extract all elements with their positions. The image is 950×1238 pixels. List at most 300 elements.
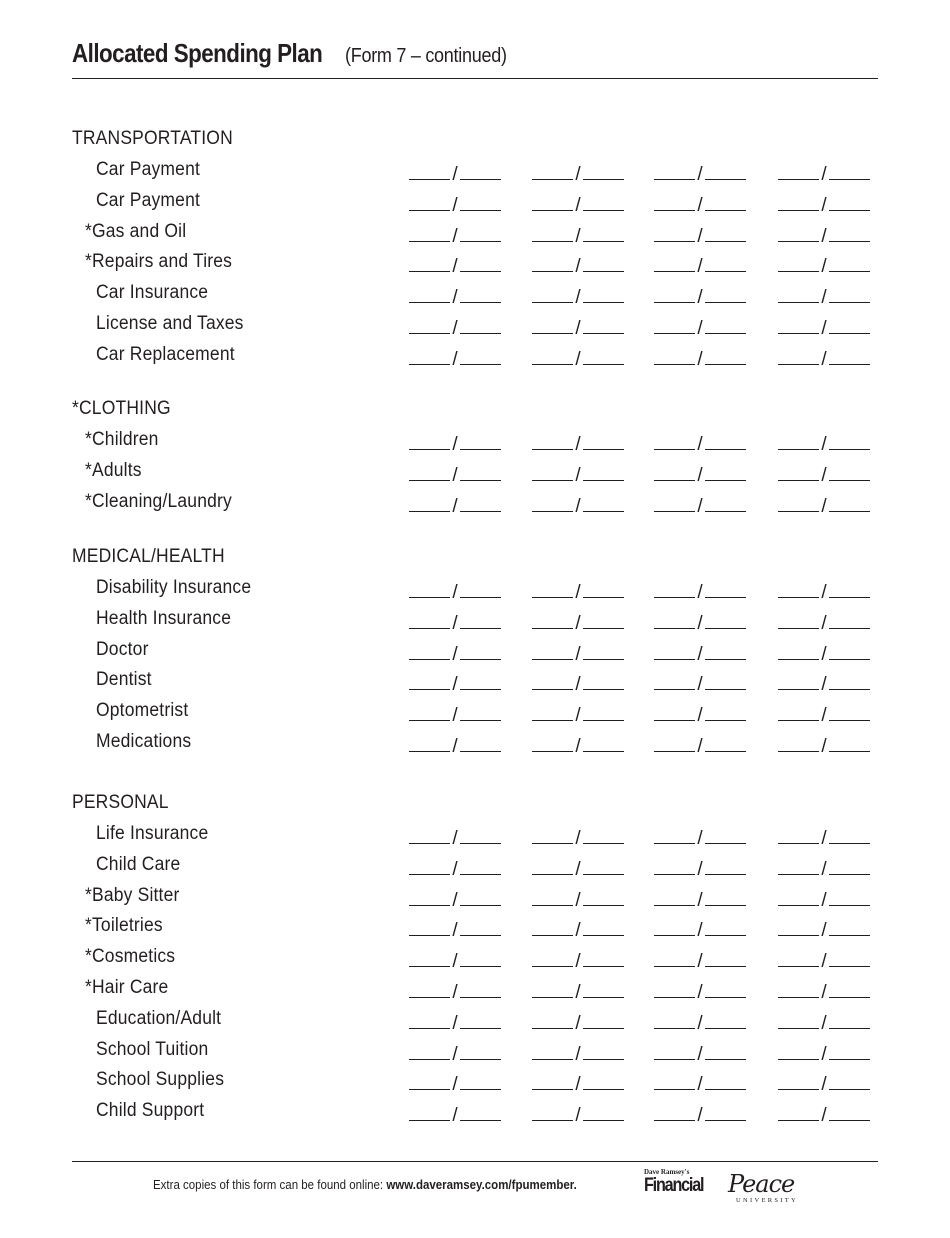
amount-line[interactable] [778, 702, 819, 721]
amount-line[interactable] [705, 223, 746, 242]
amount-line[interactable] [778, 253, 819, 272]
amount-line[interactable] [705, 1010, 746, 1029]
amount-blank-col-2[interactable] [532, 462, 624, 487]
amount-blank-col-2[interactable] [532, 1010, 624, 1035]
amount-blank-col-4[interactable] [778, 223, 870, 248]
amount-blank-col-1[interactable] [409, 579, 501, 604]
amount-blank-col-2[interactable] [532, 493, 624, 518]
amount-line[interactable] [778, 346, 819, 365]
footer-url-link[interactable]: www.daveramsey.com/fpumember. [386, 1178, 577, 1192]
amount-blank-col-2[interactable] [532, 1041, 624, 1066]
amount-line[interactable] [778, 825, 819, 844]
amount-line[interactable] [460, 733, 501, 752]
amount-line[interactable] [583, 610, 624, 629]
amount-blank-col-4[interactable] [778, 917, 870, 942]
amount-blank-col-2[interactable] [532, 253, 624, 278]
amount-line[interactable] [778, 1102, 819, 1121]
amount-blank-col-4[interactable] [778, 192, 870, 217]
amount-line[interactable] [409, 462, 450, 481]
amount-line[interactable] [705, 192, 746, 211]
amount-line[interactable] [460, 825, 501, 844]
amount-line[interactable] [654, 315, 695, 334]
amount-line[interactable] [829, 671, 870, 690]
amount-line[interactable] [654, 1071, 695, 1090]
amount-line[interactable] [778, 610, 819, 629]
amount-blank-col-4[interactable] [778, 284, 870, 309]
amount-blank-col-3[interactable] [654, 161, 746, 186]
amount-line[interactable] [583, 979, 624, 998]
amount-line[interactable] [829, 223, 870, 242]
amount-line[interactable] [583, 917, 624, 936]
amount-line[interactable] [654, 493, 695, 512]
amount-line[interactable] [409, 825, 450, 844]
amount-line[interactable] [829, 1071, 870, 1090]
amount-blank-col-4[interactable] [778, 948, 870, 973]
amount-line[interactable] [829, 825, 870, 844]
amount-line[interactable] [654, 917, 695, 936]
amount-line[interactable] [460, 579, 501, 598]
amount-line[interactable] [409, 702, 450, 721]
amount-blank-col-3[interactable] [654, 1010, 746, 1035]
amount-blank-col-2[interactable] [532, 579, 624, 604]
amount-line[interactable] [654, 253, 695, 272]
amount-line[interactable] [778, 579, 819, 598]
amount-blank-col-1[interactable] [409, 1102, 501, 1127]
amount-line[interactable] [532, 431, 573, 450]
amount-blank-col-3[interactable] [654, 462, 746, 487]
amount-line[interactable] [583, 856, 624, 875]
amount-line[interactable] [583, 346, 624, 365]
amount-line[interactable] [460, 161, 501, 180]
amount-blank-col-1[interactable] [409, 671, 501, 696]
amount-blank-col-1[interactable] [409, 192, 501, 217]
amount-blank-col-4[interactable] [778, 1102, 870, 1127]
amount-line[interactable] [654, 856, 695, 875]
amount-line[interactable] [654, 579, 695, 598]
amount-line[interactable] [654, 431, 695, 450]
amount-line[interactable] [532, 315, 573, 334]
amount-line[interactable] [829, 702, 870, 721]
amount-line[interactable] [460, 702, 501, 721]
amount-line[interactable] [409, 223, 450, 242]
amount-line[interactable] [583, 733, 624, 752]
amount-line[interactable] [583, 1041, 624, 1060]
amount-blank-col-2[interactable] [532, 223, 624, 248]
amount-blank-col-3[interactable] [654, 856, 746, 881]
amount-blank-col-4[interactable] [778, 462, 870, 487]
amount-line[interactable] [829, 641, 870, 660]
amount-line[interactable] [583, 284, 624, 303]
amount-line[interactable] [583, 253, 624, 272]
amount-line[interactable] [409, 493, 450, 512]
amount-blank-col-3[interactable] [654, 825, 746, 850]
amount-line[interactable] [532, 856, 573, 875]
amount-line[interactable] [460, 1071, 501, 1090]
amount-line[interactable] [829, 887, 870, 906]
amount-line[interactable] [778, 671, 819, 690]
amount-blank-col-1[interactable] [409, 315, 501, 340]
amount-line[interactable] [409, 161, 450, 180]
amount-line[interactable] [460, 462, 501, 481]
amount-line[interactable] [705, 887, 746, 906]
amount-line[interactable] [778, 917, 819, 936]
amount-line[interactable] [409, 284, 450, 303]
amount-line[interactable] [654, 887, 695, 906]
amount-blank-col-2[interactable] [532, 315, 624, 340]
amount-blank-col-1[interactable] [409, 856, 501, 881]
amount-blank-col-3[interactable] [654, 610, 746, 635]
amount-line[interactable] [460, 192, 501, 211]
amount-blank-col-3[interactable] [654, 223, 746, 248]
amount-line[interactable] [829, 917, 870, 936]
amount-line[interactable] [460, 887, 501, 906]
amount-line[interactable] [705, 917, 746, 936]
amount-line[interactable] [460, 284, 501, 303]
amount-line[interactable] [460, 671, 501, 690]
amount-blank-col-4[interactable] [778, 671, 870, 696]
amount-blank-col-1[interactable] [409, 493, 501, 518]
amount-line[interactable] [778, 887, 819, 906]
amount-line[interactable] [460, 315, 501, 334]
amount-line[interactable] [532, 192, 573, 211]
amount-line[interactable] [705, 979, 746, 998]
amount-line[interactable] [654, 462, 695, 481]
amount-line[interactable] [409, 610, 450, 629]
amount-line[interactable] [654, 825, 695, 844]
amount-line[interactable] [705, 253, 746, 272]
amount-line[interactable] [409, 1041, 450, 1060]
amount-line[interactable] [409, 1010, 450, 1029]
amount-line[interactable] [705, 825, 746, 844]
amount-line[interactable] [778, 284, 819, 303]
amount-blank-col-3[interactable] [654, 733, 746, 758]
amount-line[interactable] [778, 1010, 819, 1029]
amount-line[interactable] [583, 1010, 624, 1029]
amount-line[interactable] [583, 462, 624, 481]
amount-blank-col-2[interactable] [532, 733, 624, 758]
amount-blank-col-3[interactable] [654, 493, 746, 518]
amount-line[interactable] [705, 161, 746, 180]
amount-line[interactable] [460, 979, 501, 998]
amount-blank-col-1[interactable] [409, 702, 501, 727]
amount-blank-col-1[interactable] [409, 462, 501, 487]
amount-line[interactable] [532, 1071, 573, 1090]
amount-line[interactable] [409, 1071, 450, 1090]
amount-line[interactable] [532, 1041, 573, 1060]
amount-blank-col-1[interactable] [409, 825, 501, 850]
amount-line[interactable] [778, 1041, 819, 1060]
amount-blank-col-4[interactable] [778, 856, 870, 881]
amount-blank-col-1[interactable] [409, 346, 501, 371]
amount-blank-col-2[interactable] [532, 1071, 624, 1096]
amount-line[interactable] [532, 733, 573, 752]
amount-line[interactable] [705, 1071, 746, 1090]
amount-line[interactable] [532, 493, 573, 512]
amount-line[interactable] [778, 315, 819, 334]
amount-blank-col-2[interactable] [532, 856, 624, 881]
amount-line[interactable] [654, 948, 695, 967]
amount-blank-col-4[interactable] [778, 253, 870, 278]
amount-blank-col-3[interactable] [654, 1041, 746, 1066]
amount-line[interactable] [460, 346, 501, 365]
amount-line[interactable] [829, 161, 870, 180]
amount-blank-col-3[interactable] [654, 917, 746, 942]
amount-line[interactable] [705, 284, 746, 303]
amount-line[interactable] [532, 917, 573, 936]
amount-line[interactable] [460, 641, 501, 660]
amount-blank-col-3[interactable] [654, 1102, 746, 1127]
amount-line[interactable] [583, 948, 624, 967]
amount-line[interactable] [532, 1102, 573, 1121]
amount-blank-col-3[interactable] [654, 702, 746, 727]
amount-blank-col-3[interactable] [654, 887, 746, 912]
amount-line[interactable] [532, 284, 573, 303]
amount-blank-col-4[interactable] [778, 493, 870, 518]
amount-blank-col-4[interactable] [778, 346, 870, 371]
amount-line[interactable] [460, 493, 501, 512]
amount-line[interactable] [409, 733, 450, 752]
amount-line[interactable] [705, 493, 746, 512]
amount-line[interactable] [409, 1102, 450, 1121]
amount-line[interactable] [705, 1041, 746, 1060]
amount-blank-col-1[interactable] [409, 917, 501, 942]
amount-blank-col-4[interactable] [778, 579, 870, 604]
amount-line[interactable] [583, 825, 624, 844]
amount-line[interactable] [829, 284, 870, 303]
amount-line[interactable] [654, 161, 695, 180]
amount-blank-col-3[interactable] [654, 315, 746, 340]
amount-line[interactable] [460, 610, 501, 629]
amount-line[interactable] [409, 253, 450, 272]
amount-line[interactable] [778, 431, 819, 450]
amount-line[interactable] [532, 610, 573, 629]
amount-line[interactable] [654, 1041, 695, 1060]
amount-line[interactable] [532, 223, 573, 242]
amount-blank-col-3[interactable] [654, 284, 746, 309]
amount-line[interactable] [532, 579, 573, 598]
amount-line[interactable] [460, 253, 501, 272]
amount-line[interactable] [778, 856, 819, 875]
amount-line[interactable] [409, 948, 450, 967]
amount-blank-col-4[interactable] [778, 1041, 870, 1066]
amount-line[interactable] [532, 462, 573, 481]
amount-line[interactable] [409, 192, 450, 211]
amount-line[interactable] [654, 979, 695, 998]
amount-line[interactable] [409, 671, 450, 690]
amount-line[interactable] [829, 462, 870, 481]
amount-line[interactable] [583, 579, 624, 598]
amount-line[interactable] [654, 192, 695, 211]
amount-blank-col-2[interactable] [532, 979, 624, 1004]
amount-line[interactable] [532, 346, 573, 365]
amount-blank-col-1[interactable] [409, 431, 501, 456]
amount-line[interactable] [532, 161, 573, 180]
amount-blank-col-3[interactable] [654, 192, 746, 217]
amount-blank-col-3[interactable] [654, 948, 746, 973]
amount-line[interactable] [583, 887, 624, 906]
amount-line[interactable] [829, 948, 870, 967]
amount-line[interactable] [778, 948, 819, 967]
amount-line[interactable] [829, 856, 870, 875]
amount-blank-col-4[interactable] [778, 702, 870, 727]
amount-blank-col-1[interactable] [409, 887, 501, 912]
amount-blank-col-4[interactable] [778, 431, 870, 456]
amount-line[interactable] [460, 1010, 501, 1029]
amount-line[interactable] [532, 825, 573, 844]
amount-blank-col-4[interactable] [778, 1010, 870, 1035]
amount-blank-col-1[interactable] [409, 1010, 501, 1035]
amount-line[interactable] [654, 671, 695, 690]
amount-line[interactable] [532, 979, 573, 998]
amount-line[interactable] [583, 702, 624, 721]
amount-line[interactable] [532, 641, 573, 660]
amount-line[interactable] [654, 610, 695, 629]
amount-line[interactable] [532, 253, 573, 272]
amount-blank-col-1[interactable] [409, 641, 501, 666]
amount-line[interactable] [654, 733, 695, 752]
amount-line[interactable] [778, 1071, 819, 1090]
amount-line[interactable] [705, 315, 746, 334]
amount-line[interactable] [778, 641, 819, 660]
amount-line[interactable] [778, 161, 819, 180]
amount-blank-col-2[interactable] [532, 641, 624, 666]
amount-blank-col-2[interactable] [532, 887, 624, 912]
amount-line[interactable] [829, 733, 870, 752]
amount-blank-col-4[interactable] [778, 887, 870, 912]
amount-line[interactable] [705, 671, 746, 690]
amount-line[interactable] [654, 223, 695, 242]
amount-blank-col-4[interactable] [778, 610, 870, 635]
amount-blank-col-2[interactable] [532, 702, 624, 727]
amount-blank-col-2[interactable] [532, 161, 624, 186]
amount-blank-col-3[interactable] [654, 641, 746, 666]
amount-line[interactable] [829, 192, 870, 211]
amount-line[interactable] [583, 223, 624, 242]
amount-line[interactable] [829, 1010, 870, 1029]
amount-line[interactable] [409, 346, 450, 365]
amount-line[interactable] [532, 887, 573, 906]
amount-line[interactable] [583, 315, 624, 334]
amount-line[interactable] [654, 1010, 695, 1029]
amount-line[interactable] [829, 579, 870, 598]
amount-line[interactable] [778, 192, 819, 211]
amount-line[interactable] [409, 431, 450, 450]
amount-line[interactable] [705, 856, 746, 875]
amount-line[interactable] [705, 610, 746, 629]
amount-line[interactable] [829, 493, 870, 512]
amount-line[interactable] [409, 315, 450, 334]
amount-blank-col-1[interactable] [409, 1071, 501, 1096]
amount-blank-col-1[interactable] [409, 979, 501, 1004]
amount-line[interactable] [778, 493, 819, 512]
amount-line[interactable] [409, 856, 450, 875]
amount-line[interactable] [829, 1102, 870, 1121]
amount-blank-col-2[interactable] [532, 671, 624, 696]
amount-blank-col-2[interactable] [532, 948, 624, 973]
amount-line[interactable] [409, 579, 450, 598]
amount-line[interactable] [654, 346, 695, 365]
amount-line[interactable] [778, 462, 819, 481]
amount-line[interactable] [583, 161, 624, 180]
amount-blank-col-1[interactable] [409, 284, 501, 309]
amount-line[interactable] [409, 641, 450, 660]
amount-line[interactable] [460, 1102, 501, 1121]
amount-line[interactable] [460, 431, 501, 450]
amount-line[interactable] [705, 641, 746, 660]
amount-line[interactable] [532, 671, 573, 690]
amount-blank-col-2[interactable] [532, 917, 624, 942]
amount-blank-col-2[interactable] [532, 346, 624, 371]
amount-blank-col-4[interactable] [778, 315, 870, 340]
amount-line[interactable] [829, 1041, 870, 1060]
amount-blank-col-3[interactable] [654, 671, 746, 696]
amount-blank-col-4[interactable] [778, 641, 870, 666]
amount-line[interactable] [583, 192, 624, 211]
amount-blank-col-1[interactable] [409, 610, 501, 635]
amount-line[interactable] [583, 493, 624, 512]
amount-line[interactable] [460, 1041, 501, 1060]
amount-line[interactable] [409, 917, 450, 936]
amount-line[interactable] [583, 671, 624, 690]
amount-line[interactable] [705, 579, 746, 598]
amount-line[interactable] [829, 610, 870, 629]
amount-blank-col-1[interactable] [409, 948, 501, 973]
amount-blank-col-2[interactable] [532, 284, 624, 309]
amount-blank-col-3[interactable] [654, 979, 746, 1004]
amount-line[interactable] [532, 1010, 573, 1029]
amount-blank-col-2[interactable] [532, 192, 624, 217]
amount-blank-col-3[interactable] [654, 253, 746, 278]
amount-blank-col-3[interactable] [654, 346, 746, 371]
amount-line[interactable] [532, 948, 573, 967]
amount-blank-col-3[interactable] [654, 1071, 746, 1096]
amount-blank-col-1[interactable] [409, 733, 501, 758]
amount-line[interactable] [460, 223, 501, 242]
amount-blank-col-3[interactable] [654, 431, 746, 456]
amount-blank-col-1[interactable] [409, 253, 501, 278]
amount-line[interactable] [409, 887, 450, 906]
amount-blank-col-4[interactable] [778, 161, 870, 186]
amount-line[interactable] [460, 917, 501, 936]
amount-line[interactable] [654, 641, 695, 660]
amount-line[interactable] [583, 1071, 624, 1090]
amount-blank-col-2[interactable] [532, 1102, 624, 1127]
amount-line[interactable] [778, 733, 819, 752]
amount-line[interactable] [654, 702, 695, 721]
amount-line[interactable] [829, 315, 870, 334]
amount-blank-col-1[interactable] [409, 1041, 501, 1066]
amount-blank-col-3[interactable] [654, 579, 746, 604]
amount-blank-col-4[interactable] [778, 733, 870, 758]
amount-blank-col-1[interactable] [409, 161, 501, 186]
amount-line[interactable] [409, 979, 450, 998]
amount-blank-col-1[interactable] [409, 223, 501, 248]
amount-line[interactable] [829, 253, 870, 272]
amount-line[interactable] [705, 733, 746, 752]
amount-blank-col-2[interactable] [532, 610, 624, 635]
amount-line[interactable] [829, 431, 870, 450]
amount-line[interactable] [705, 431, 746, 450]
amount-line[interactable] [829, 346, 870, 365]
amount-line[interactable] [583, 431, 624, 450]
amount-line[interactable] [583, 1102, 624, 1121]
amount-line[interactable] [583, 641, 624, 660]
amount-blank-col-4[interactable] [778, 1071, 870, 1096]
amount-line[interactable] [705, 702, 746, 721]
amount-line[interactable] [829, 979, 870, 998]
amount-blank-col-4[interactable] [778, 979, 870, 1004]
amount-line[interactable] [654, 284, 695, 303]
